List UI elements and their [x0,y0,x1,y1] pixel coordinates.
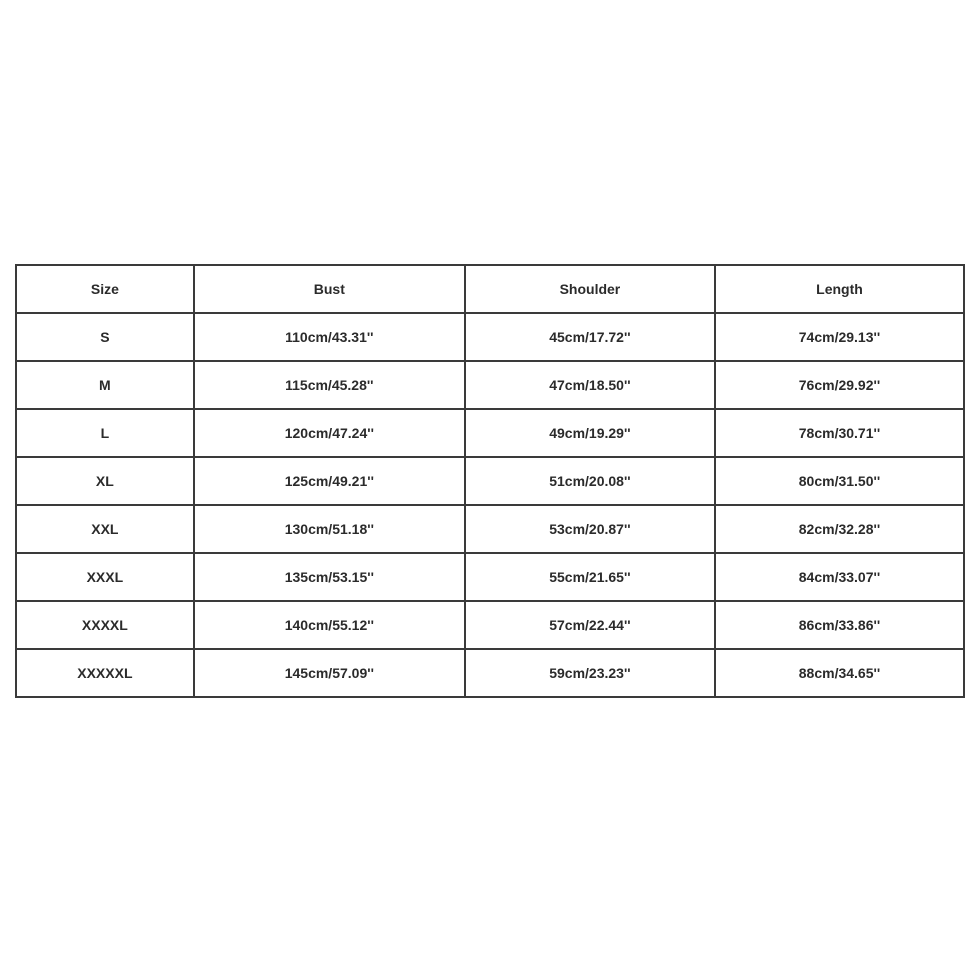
cell-length: 76cm/29.92'' [715,361,964,409]
cell-shoulder: 57cm/22.44'' [465,601,715,649]
cell-bust: 135cm/53.15'' [194,553,465,601]
cell-bust: 140cm/55.12'' [194,601,465,649]
cell-size: XXXL [16,553,194,601]
table-row [16,313,964,361]
cell-shoulder: 49cm/19.29'' [465,409,715,457]
table-row [16,361,964,409]
cell-length: 84cm/33.07'' [715,553,964,601]
header-bust: Bust [194,265,465,313]
header-shoulder: Shoulder [465,265,715,313]
header-size: Size [16,265,194,313]
cell-size: M [16,361,194,409]
table-row [16,601,964,649]
cell-shoulder: 55cm/21.65'' [465,553,715,601]
cell-bust: 110cm/43.31'' [194,313,465,361]
table-row [16,649,964,697]
table-header-row [16,265,964,313]
cell-size: XL [16,457,194,505]
cell-shoulder: 47cm/18.50'' [465,361,715,409]
cell-size: XXXXL [16,601,194,649]
table-row [16,505,964,553]
table-row [16,457,964,505]
size-chart-table [15,264,965,698]
cell-bust: 115cm/45.28'' [194,361,465,409]
cell-shoulder: 51cm/20.08'' [465,457,715,505]
cell-bust: 130cm/51.18'' [194,505,465,553]
cell-shoulder: 59cm/23.23'' [465,649,715,697]
cell-shoulder: 53cm/20.87'' [465,505,715,553]
cell-shoulder: 45cm/17.72'' [465,313,715,361]
cell-size: S [16,313,194,361]
cell-length: 80cm/31.50'' [715,457,964,505]
cell-size: L [16,409,194,457]
cell-length: 86cm/33.86'' [715,601,964,649]
cell-size: XXL [16,505,194,553]
cell-length: 78cm/30.71'' [715,409,964,457]
cell-length: 82cm/32.28'' [715,505,964,553]
table-row [16,553,964,601]
cell-bust: 125cm/49.21'' [194,457,465,505]
table-row [16,409,964,457]
header-length: Length [715,265,964,313]
cell-bust: 145cm/57.09'' [194,649,465,697]
cell-length: 88cm/34.65'' [715,649,964,697]
cell-size: XXXXXL [16,649,194,697]
cell-length: 74cm/29.13'' [715,313,964,361]
cell-bust: 120cm/47.24'' [194,409,465,457]
